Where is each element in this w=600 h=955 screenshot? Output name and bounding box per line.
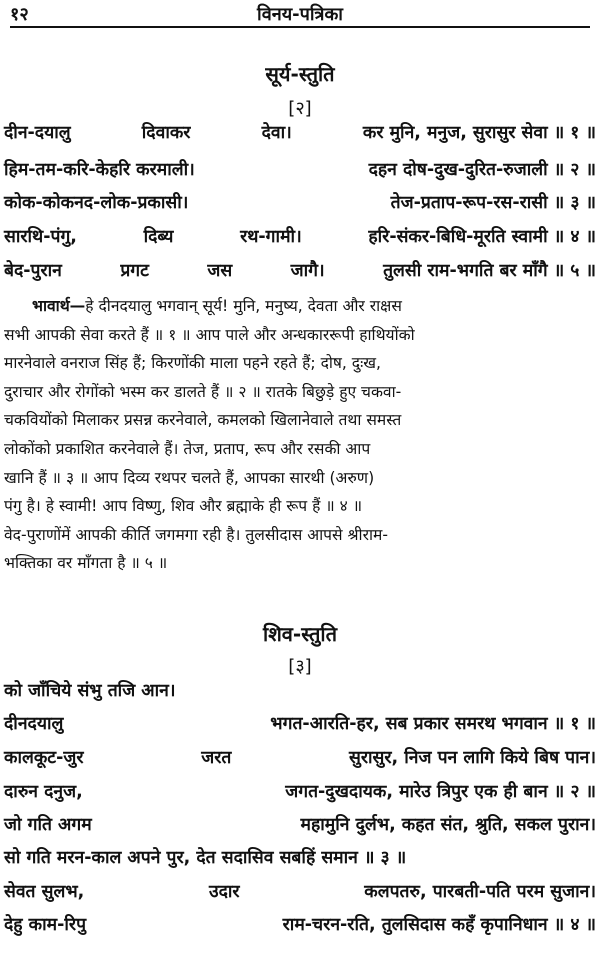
verse-segment: देहु काम-रिपु xyxy=(4,915,87,935)
verse-segment: दारुन दनुज, xyxy=(4,782,83,802)
prose-line: वेद-पुराणोंमें आपकी कीर्ति जगमगा रही है। तुलसीदास आपसे श्रीराम- xyxy=(4,525,388,544)
verse-line xyxy=(4,777,596,807)
page-number: १२ xyxy=(10,4,29,25)
verse-segment: सेवत सुलभ, xyxy=(4,882,85,902)
bhavarth-paragraph xyxy=(4,292,596,578)
verse-refrain xyxy=(4,676,596,706)
prose-line xyxy=(4,292,596,321)
verse-line xyxy=(4,843,596,873)
verse-segment: दीन-दयालु xyxy=(4,123,71,143)
verse-line xyxy=(4,810,596,840)
verse-segment: सो गति मरन-काल अपने पुर, देत सदासिव सबहिं समान ॥ ३ ॥ xyxy=(4,848,407,868)
verse-segment: दिवाकर xyxy=(141,123,191,143)
verse-segment: तुलसी राम-भगति बर माँगै ॥ ५ ॥ xyxy=(383,261,596,281)
verse-segment: सारथि-पंगु, xyxy=(4,227,77,247)
prose-line: मारनेवाले वनराज सिंह हैं; किरणोंकी माला पहने रहते हैं; दोष, दुःख, xyxy=(4,354,381,373)
prose-line: लोकोंको प्रकाशित करनेवाले हैं। तेज, प्रताप, रूप और रसकी आप xyxy=(4,439,371,458)
verse-segment: दिब्य xyxy=(143,227,174,247)
verse-line xyxy=(4,910,596,940)
verse-segment: कर मुनि, मनुज, सुरासुर सेवा ॥ १ ॥ xyxy=(362,123,596,143)
bhavarth-label: भावार्थ— xyxy=(32,297,86,315)
prose-line: खानि हैं ॥ ३ ॥ आप दिव्य रथपर चलते हैं, आपका सारथी (अरुण) xyxy=(4,468,375,487)
verse-line xyxy=(4,188,596,218)
verse-segment: सुरासुर, निज पन लागि किये बिष पान। xyxy=(349,748,596,768)
verse-segment: महामुनि दुर्लभ, कहत संत, श्रुति, सकल पुरान। xyxy=(300,815,596,835)
verse-segment: भगत-आरति-हर, सब प्रकार समरथ भगवान ॥ १ ॥ xyxy=(270,714,596,734)
prose-line: चकवियोंको मिलाकर प्रसन्न करनेवाले, कमलको खिलानेवाले तथा समस्त xyxy=(4,411,402,430)
section-title-shiva: शिव-स्तुति xyxy=(263,622,337,646)
verse-line xyxy=(4,118,596,148)
verse-segment: दीनदयालु xyxy=(4,714,64,734)
prose-text: हे दीनदयालु भगवान् सूर्य! मुनि, मनुष्य, देवता और राक्षस xyxy=(85,297,402,315)
verse-segment: देवा। xyxy=(261,123,292,143)
verse-segment: कोक-कोकनद-लोक-प्रकासी। xyxy=(4,193,189,213)
verse-segment: कालकूट-जुर xyxy=(4,748,84,768)
verse-segment: बेद-पुरान xyxy=(4,261,62,281)
verse-line xyxy=(4,877,596,907)
running-title: विनय-पत्रिका xyxy=(257,4,343,25)
verse-segment: तेज-प्रताप-रूप-रस-रासी ॥ ३ ॥ xyxy=(390,193,596,213)
hymn-number-surya: [२] xyxy=(288,98,312,119)
verse-line xyxy=(4,256,596,286)
prose-line: दुराचार और रोगोंको भस्म कर डालते हैं ॥ २ ॥ रातके बिछुड़े हुए चकवा- xyxy=(4,382,402,401)
verse-line xyxy=(4,155,596,185)
verse-segment: हिम-तम-करि-केहरि करमाली। xyxy=(4,160,195,180)
verse-segment: जस xyxy=(207,261,233,281)
verse-segment: जागै। xyxy=(290,261,325,281)
verse-line xyxy=(4,222,596,252)
prose-line: सभी आपकी सेवा करते हैं ॥ १ ॥ आप पाले और अन्धकाररूपी हाथियोंको xyxy=(4,325,415,344)
section-title-surya: सूर्य-स्तुति xyxy=(265,62,335,86)
verse-segment: जगत-दुखदायक, मारेउ त्रिपुर एक ही बान ॥ २ ॥ xyxy=(285,782,596,802)
verse-segment: रथ-गामी। xyxy=(240,227,302,247)
page-header xyxy=(10,0,590,28)
verse-segment: दहन दोष-दुख-दुरित-रुजाली ॥ २ ॥ xyxy=(368,160,596,180)
verse-segment: राम-चरन-रति, तुलसिदास कहँ कृपानिधान ॥ ४ ॥ xyxy=(282,915,596,935)
verse-line xyxy=(4,709,596,739)
verse-segment: उदार xyxy=(208,882,240,902)
verse-segment: जो गति अगम xyxy=(4,815,92,835)
verse-segment: जरत xyxy=(201,748,232,768)
verse-segment: कलपतरु, पारबती-पति परम सुजान। xyxy=(364,882,596,902)
prose-line: पंगु है। हे स्वामी! आप विष्णु, शिव और ब्रह्माके ही रूप हैं ॥ ४ ॥ xyxy=(4,497,363,516)
verse-line xyxy=(4,743,596,773)
verse-segment: प्रगट xyxy=(120,261,149,281)
verse-segment: हरि-संकर-बिधि-मूरति स्वामी ॥ ४ ॥ xyxy=(368,227,596,247)
prose-line: भक्तिका वर माँगता है ॥ ५ ॥ xyxy=(4,554,168,573)
hymn-number-shiva: [३] xyxy=(288,656,312,677)
verse-segment: को जाँचिये संभु तजि आन। xyxy=(4,681,176,701)
